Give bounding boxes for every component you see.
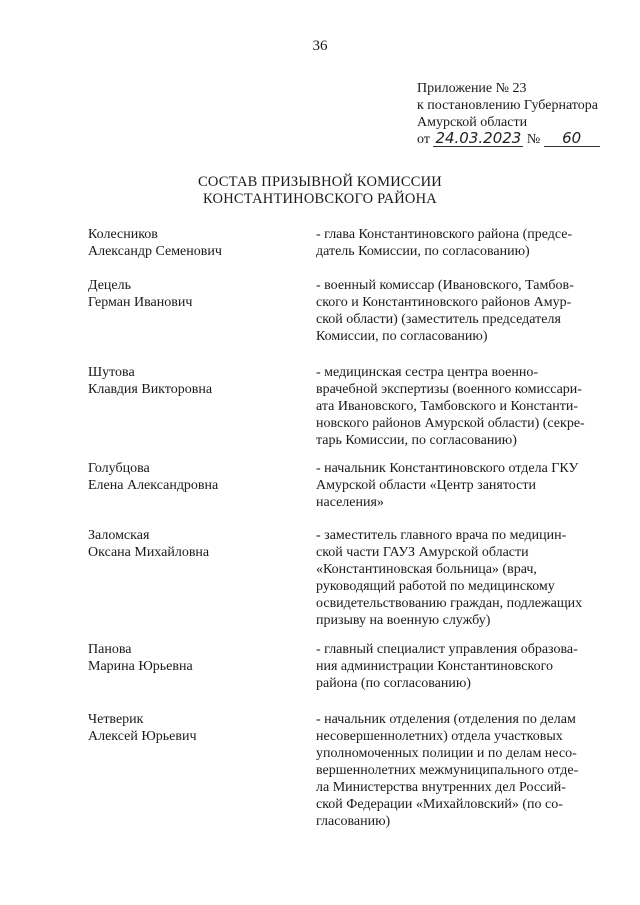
member-role	[316, 364, 602, 449]
role-line: Амурской области «Центр занятости	[316, 478, 536, 493]
role-line: датель Комиссии, по согласованию)	[316, 244, 530, 259]
member-given-names: Оксана Михайловна	[88, 545, 210, 560]
role-line: - военный комиссар (Ивановского, Тамбов-	[316, 278, 574, 293]
role-line: - начальник отделения (отделения по делам	[316, 712, 576, 727]
member-role	[316, 226, 602, 260]
member-surname: Панова	[88, 642, 132, 657]
title-line-1: СОСТАВ ПРИЗЫВНОЙ КОМИССИИ	[198, 174, 442, 190]
member-surname: Четверик	[88, 712, 144, 727]
member-name	[88, 527, 288, 561]
role-line: ской Федерации «Михайловский» (по со-	[316, 797, 563, 812]
member-given-names: Клавдия Викторовна	[88, 382, 213, 397]
member-surname: Шутова	[88, 365, 135, 380]
role-line: ния администрации Константиновского	[316, 659, 553, 674]
member-surname: Децель	[88, 278, 132, 293]
role-line: - заместитель главного врача по медицин-	[316, 528, 567, 543]
member-name	[88, 641, 288, 675]
role-line: тарь Комиссии, по согласованию)	[316, 433, 517, 448]
role-line: уполномоченных полиции и по делам несо-	[316, 746, 577, 761]
date-prefix: от	[417, 132, 430, 147]
member-surname: Голубцова	[88, 461, 150, 476]
member-role	[316, 527, 602, 629]
member-given-names: Елена Александровна	[88, 478, 219, 493]
member-role	[316, 711, 602, 830]
role-line: несовершеннолетних) отдела участковых	[316, 729, 563, 744]
page-number: 36	[312, 38, 328, 54]
document-title	[0, 174, 640, 208]
role-line: ского и Константиновского районов Амур-	[316, 295, 572, 310]
role-line: ской области) (заместитель председателя	[316, 312, 561, 327]
role-line: населения»	[316, 495, 384, 510]
handwritten-number: 60	[544, 131, 600, 147]
member-role	[316, 641, 602, 692]
member-given-names: Герман Иванович	[88, 295, 193, 310]
role-line: врачебной экспертизы (военного комиссари-	[316, 382, 582, 397]
member-given-names: Александр Семенович	[88, 244, 222, 259]
role-line: района (по согласованию)	[316, 676, 471, 691]
member-name	[88, 711, 288, 745]
role-line: вершеннолетних межмуниципального отде-	[316, 763, 579, 778]
title-line-2: КОНСТАНТИНОВСКОГО РАЙОНА	[203, 191, 437, 207]
role-line: призыву на военную службу)	[316, 613, 491, 628]
role-line: гласованию)	[316, 814, 391, 829]
appendix-line-1: Приложение № 23	[417, 81, 527, 96]
appendix-date-line	[417, 131, 600, 148]
role-line: Комиссии, по согласованию)	[316, 329, 488, 344]
role-line: новского районов Амурской области) (секре-	[316, 416, 585, 431]
member-surname: Заломская	[88, 528, 150, 543]
role-line: ата Ивановского, Тамбовского и Константи-	[316, 399, 579, 414]
role-line: руководящий работой по медицинскому	[316, 579, 555, 594]
appendix-block	[417, 80, 600, 148]
role-line: ской части ГАУЗ Амурской области	[316, 545, 529, 560]
member-given-names: Марина Юрьевна	[88, 659, 193, 674]
member-role	[316, 277, 602, 345]
member-name	[88, 364, 288, 398]
role-line: «Константиновская больница» (врач,	[316, 562, 537, 577]
appendix-line-3: Амурской области	[417, 115, 528, 130]
appendix-line-2: к постановлению Губернатора	[417, 98, 598, 113]
number-sign: №	[526, 132, 541, 147]
role-line: - глава Константиновского района (предсе-	[316, 227, 573, 242]
role-line: - начальник Константиновского отдела ГКУ	[316, 461, 579, 476]
member-role	[316, 460, 602, 511]
handwritten-date: 24.03.2023	[435, 129, 522, 147]
member-name	[88, 226, 288, 260]
member-name	[88, 460, 288, 494]
member-surname: Колесников	[88, 227, 158, 242]
role-line: - медицинская сестра центра военно-	[316, 365, 539, 380]
member-given-names: Алексей Юрьевич	[88, 729, 197, 744]
member-name	[88, 277, 288, 311]
role-line: - главный специалист управления образова-	[316, 642, 578, 657]
role-line: освидетельствованию граждан, подлежащих	[316, 596, 583, 611]
role-line: ла Министерства внутренних дел Россий-	[316, 780, 566, 795]
